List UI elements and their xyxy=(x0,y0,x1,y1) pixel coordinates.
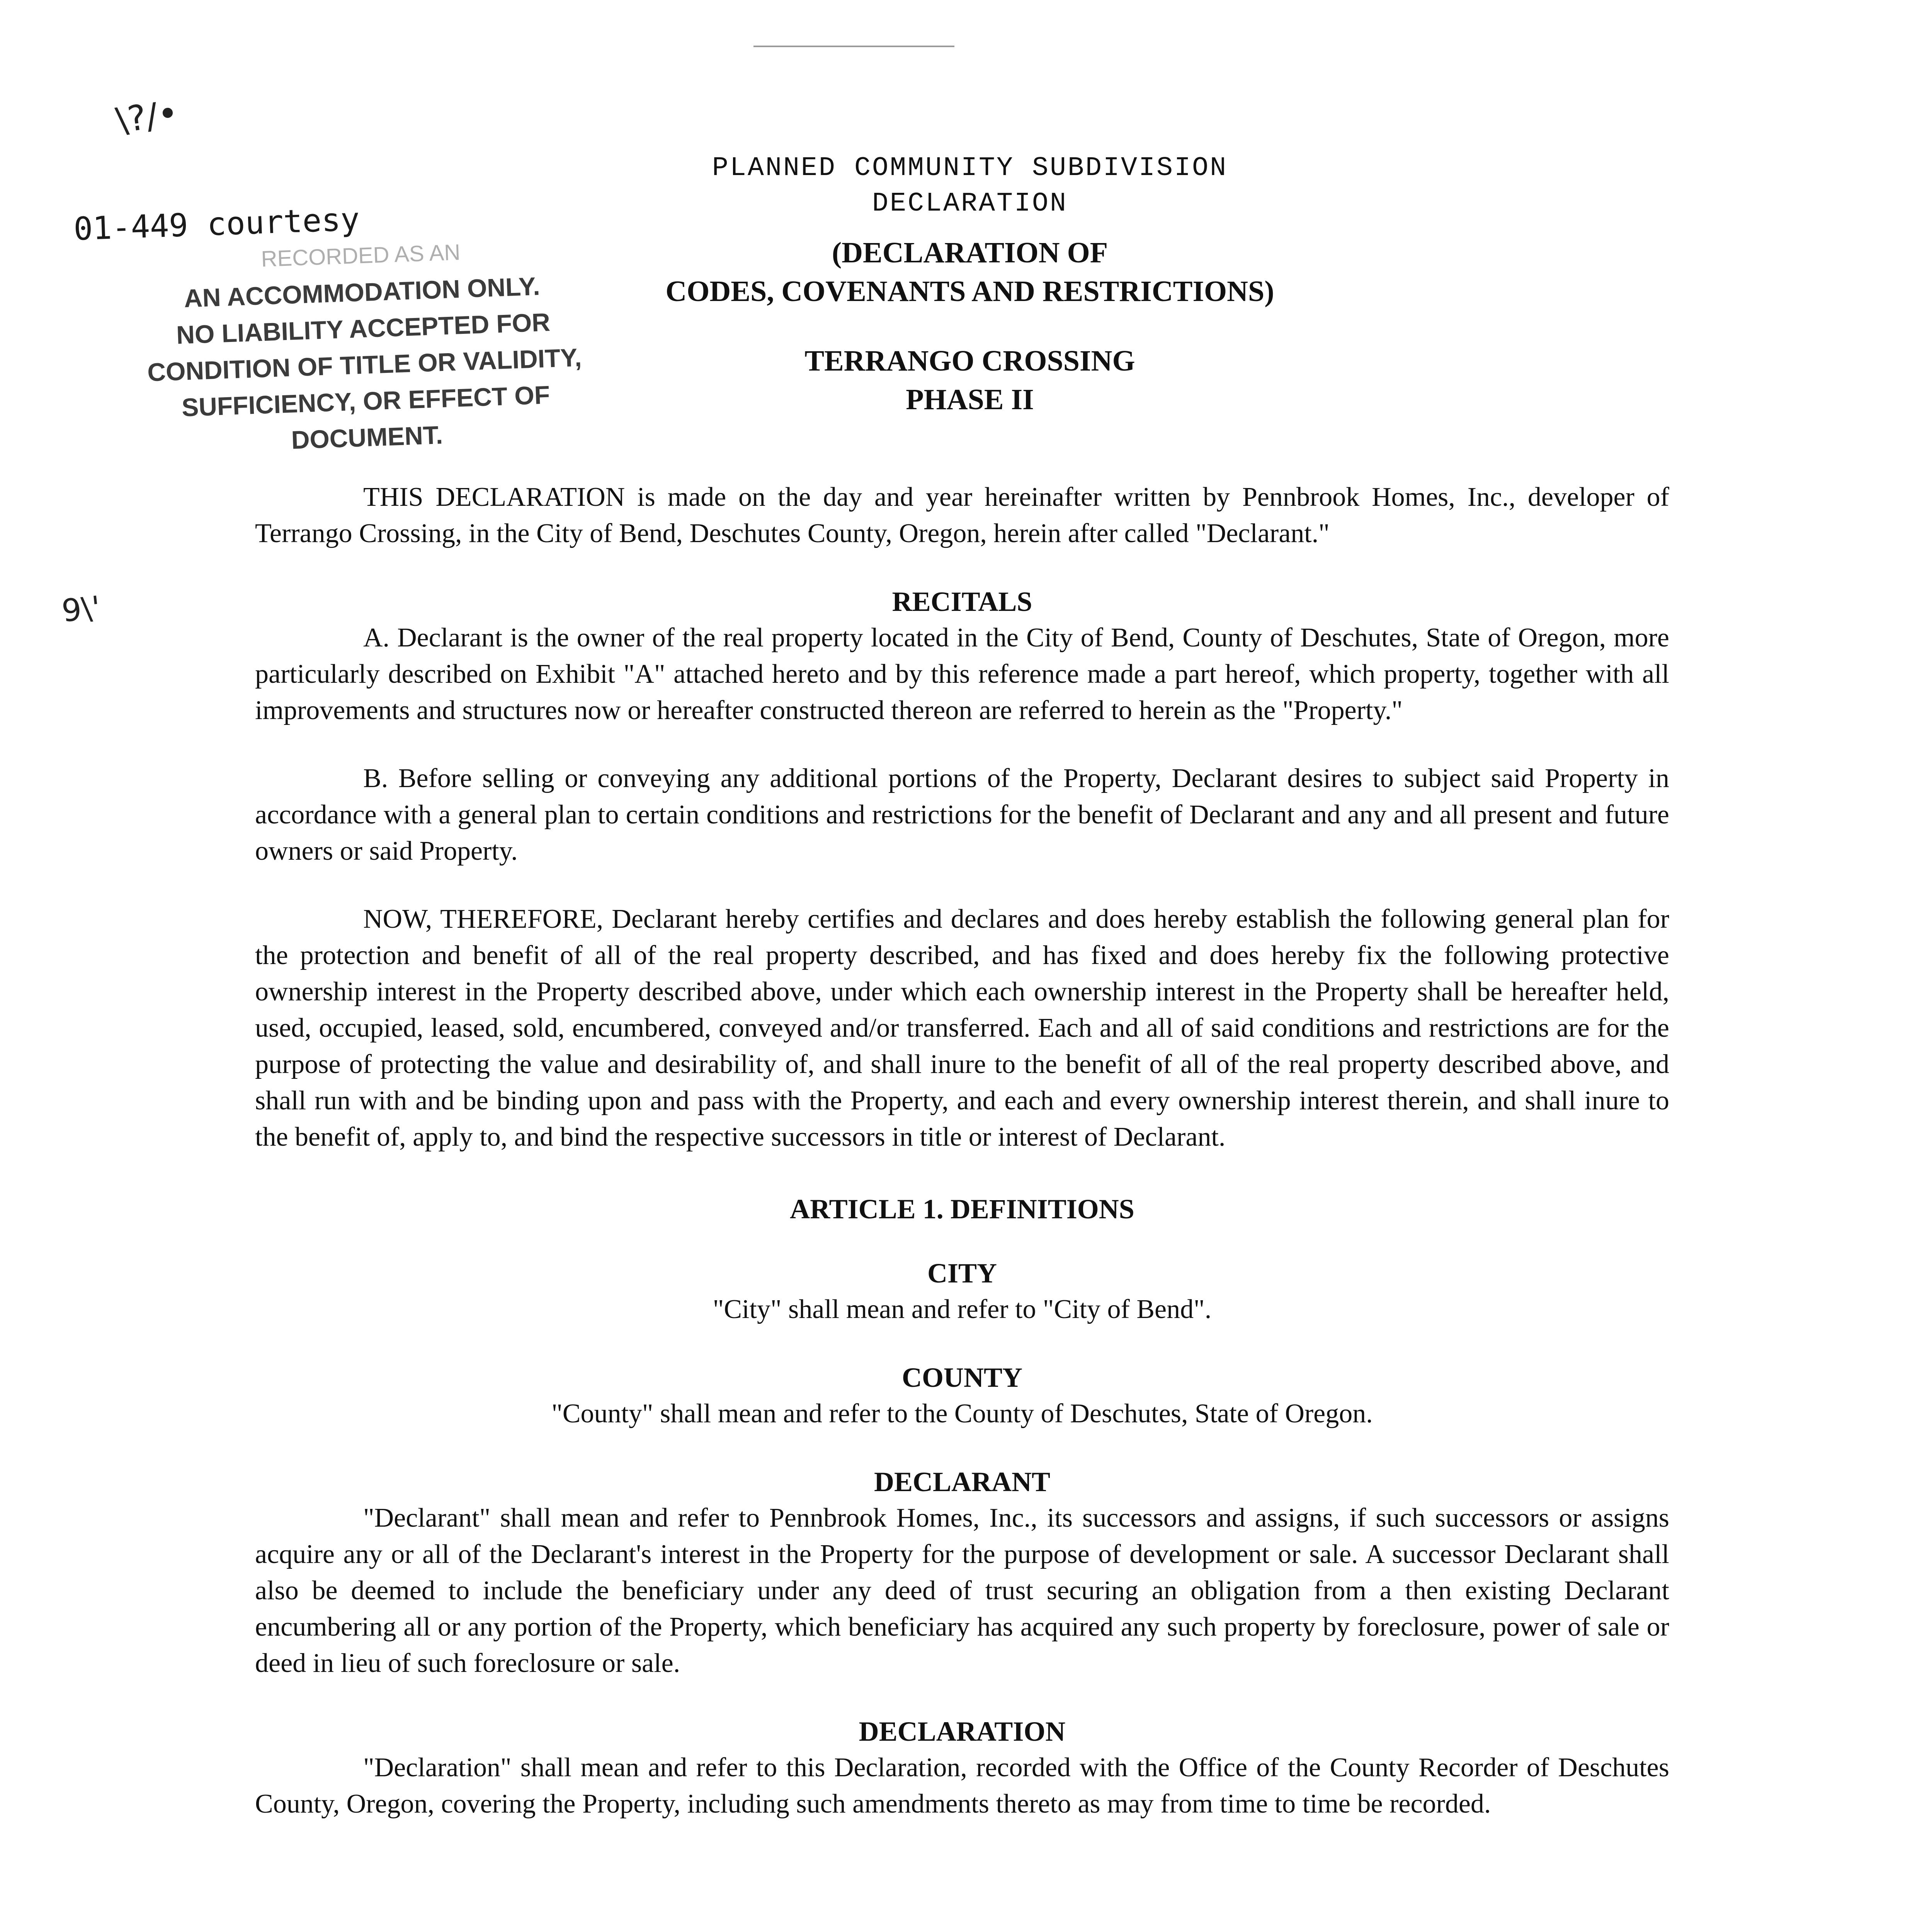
courtesy-handwritten-note: 01-449 courtesy xyxy=(73,201,361,248)
document-body xyxy=(255,479,1669,1854)
definition-heading-county: COUNTY xyxy=(901,1362,1022,1393)
stamp-line: RECORDED AS AN xyxy=(260,240,461,272)
header-subtitle-line2: CODES, COVENANTS AND RESTRICTIONS) xyxy=(665,275,1274,308)
header-title-line2: DECLARATION xyxy=(872,189,1068,219)
definition-text-city: "City" shall mean and refer to "City of Bend". xyxy=(713,1294,1212,1324)
definition-text-declarant: "Declarant" shall mean and refer to Pennbrook Homes, Inc., its successors and assigns, if such successors or assigns acquire any or all of the Declarant's interest in the Property for the purpose of development or sale. A successor Declarant shall also be deemed to include the beneficiary under any deed of trust securing an obligation from a then existing Declarant encumbering all or any portion of the Property, which beneficiary has acquired any such property by foreclosure, power of sale or deed in lieu of such foreclosure or sale. xyxy=(255,1503,1669,1678)
scan-artifact-line xyxy=(753,46,954,47)
stamp-line: AN ACCOMMODATION ONLY. xyxy=(183,271,541,313)
document-header xyxy=(641,151,1298,419)
stamp-line: SUFFICIENCY, OR EFFECT OF xyxy=(181,380,551,422)
article-1-heading: ARTICLE 1. DEFINITIONS xyxy=(790,1194,1134,1225)
definition-heading-city: CITY xyxy=(927,1258,997,1289)
recital-a: A. Declarant is the owner of the real property located in the City of Bend, County of Deschutes, State of Oregon, more particularly described on Exhibit "A" attached hereto and by this reference made a part hereof, which property, together with all improvements and structures now or hereafter constructed thereon are referred to herein as the "Property." xyxy=(255,623,1669,725)
stamp-line: DOCUMENT. xyxy=(291,420,444,454)
definition-heading-declaration: DECLARATION xyxy=(859,1716,1066,1747)
header-phase: PHASE II xyxy=(906,383,1034,416)
intro-paragraph: THIS DECLARATION is made on the day and year hereinafter written by Pennbrook Homes, Inc., developer of Terrango Crossing, in the City of Bend, Deschutes County, Oregon, herein after called "Declarant." xyxy=(255,482,1669,548)
stamp-line: NO LIABILITY ACCEPTED FOR xyxy=(176,308,551,349)
recitals-heading: RECITALS xyxy=(892,586,1032,617)
now-therefore-paragraph: NOW, THEREFORE, Declarant hereby certifies and declares and does hereby establish the following general plan for the protection and benefit of all of the real property described, and has fixed and does hereby fix the following protective ownership interest in the Property described above, under which each ownership interest in the Property shall be hereafter held, used, occupied, leased, sold, encumbered, conveyed and/or transferred. Each and all of said conditions and restrictions are for the purpose of protecting the value and desirability of, and shall inure to the benefit of all of the real property described above, and shall run with and be binding upon and pass with the Property, and each and every ownership interest therein, and shall inure to the benefit of, apply to, and bind the respective successors in title or interest of Declarant. xyxy=(255,904,1669,1152)
definition-text-declaration: "Declaration" shall mean and refer to this Declaration, recorded with the Office of the County Recorder of Deschutes County, Oregon, covering the Property, including such amendments thereto as may from time to time be recorded. xyxy=(255,1753,1669,1819)
definition-text-county: "County" shall mean and refer to the County of Deschutes, State of Oregon. xyxy=(551,1399,1373,1429)
handwritten-mark: \?/• xyxy=(113,92,181,141)
courtesy-recording-stamp xyxy=(73,192,638,465)
stamp-line: CONDITION OF TITLE OR VALIDITY, xyxy=(147,343,582,387)
header-subtitle-line1: (DECLARATION OF xyxy=(832,236,1108,269)
definition-heading-declarant: DECLARANT xyxy=(874,1466,1051,1497)
header-title-line1: PLANNED COMMUNITY SUBDIVISION xyxy=(712,153,1228,184)
header-project-name: TERRANGO CROSSING xyxy=(804,345,1135,377)
recital-b: B. Before selling or conveying any additional portions of the Property, Declarant desires to subject said Property in accordance with a general plan to certain conditions and restrictions for the benefit of Declarant and any and all present and future owners or said Property. xyxy=(255,764,1669,866)
margin-handwritten-mark: 9\' xyxy=(60,589,102,629)
